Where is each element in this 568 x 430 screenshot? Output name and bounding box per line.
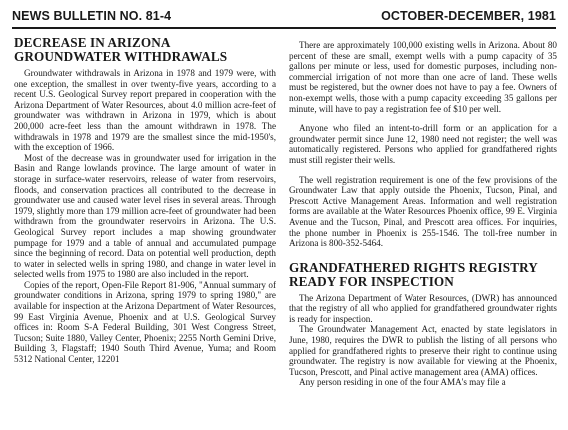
article-paragraph: Any person residing in one of the four AMA's may file a [299,377,506,388]
article-paragraph: Anyone who filed an intent-to-drill form or an application for a groundwater permit since June 12, 1980 need not register; the well was automatically registered. Persons who applied for grandfathered rights must still register their wells. [289,123,557,165]
bulletin-header [12,6,556,26]
left-column [14,36,276,426]
article-title-groundwater-withdrawals: DECREASE IN ARIZONA GROUNDWATER WITHDRAWALS [14,36,228,64]
article-title-grandfathered-rights: GRANDFATHERED RIGHTS REGISTRY READY FOR INSPECTION [289,259,538,289]
bulletin-number: NEWS BULLETIN NO. 81-4 [12,9,172,23]
article-paragraph: The well registration requirement is one of the few provisions of the Groundwater Law that apply outside the Phoenix, Tucson, Pinal, and Prescott Active Management Areas. Information and well registration forms are available at the Water Resources Phoenix office, 99 E. Virginia Avenue and the Tucson, Pinal, and Prescott area offices. For inquiries, the phone number in Phoenix is 255-1546. The toll-free number in Arizona is 800-352-5464. [289,174,557,249]
header-rule [12,27,556,29]
article-paragraph: The Arizona Department of Water Resources, (DWR) has announced that the registry of all who applied for grandfathered groundwater rights is ready for inspection. [289,292,557,324]
article-paragraph: Copies of the report, Open-File Report 81-906, "Annual summary of groundwater conditions in Arizona, spring 1979 to spring 1980," are available for inspection at the Arizona Department of Water Resources, 99 East Virginia Avenue, Phoenix and at U.S. Geological Survey offices in: Room S-A Federal Building, 301 West Congress Street, Tucson; Suite 1880, Valley Center, Phoenix; 2255 North Gemini Drive, Building 3, Flagstaff; 1940 South Third Avenue, Yuma; and Room 5312 National Center, 12201 [14,279,276,365]
article-paragraph: Groundwater withdrawals in Arizona in 1978 and 1979 were, with one exception, the smallest in over twenty-five years, according to a recent U.S. Geological Survey report prepared in cooperation with the Arizona Department of Water Resources, about 4.0 million acre-feet of groundwater was withdrawn in Arizona in 1979, which is about 200,000 acre-feet less than the amount withdrawn in 1978. The withdrawals in 1978 and 1979 are the smallest since the mid-1950's, with the exception of 1966. [14,68,276,153]
article-paragraph: The Groundwater Management Act, enacted by state legislators in June, 1980, requires the DWR to publish the listing of all persons who applied for grandfathered rights to preserve their right to continue using groundwater. The registry is now available for viewing at the Phoenix, Tucson, Prescott, and Pinal active management area (AMA) offices. [289,324,557,377]
article-paragraph: Most of the decrease was in groundwater used for irrigation in the Basin and Range lowlands province. The large amount of water in storage in surface-water reservoirs, release of water from reservoirs, floods, and conservation practices all contributed to the decrease in groundwater use and caused water level rises in several areas. Through 1979, slightly more than 179 million acre-feet of groundwater had been withdrawn from the groundwater reservoirs in Arizona. The U.S. Geological Survey report includes a map showing groundwater pumpage for 1979 and a table of annual and accumulated pumpage since the beginning of record. Data on potential well production, depth to water in selected wells in spring 1980, and change in water level in selected wells from 1975 to 1980 are also included in the report. [14,152,276,280]
bulletin-period: OCTOBER-DECEMBER, 1981 [381,9,556,23]
right-column [289,40,557,430]
article-paragraph: There are approximately 100,000 existing wells in Arizona. About 80 percent of these are small, exempt wells with a pump capacity of 35 gallons per minute or less, used for domestic purposes, including non-commercial irrigation of not more than one acre of land. These wells must be registered, but the owner does not have to pay a fee. Owners of non-exempt wells, those with a pump capacity exceeding 35 gallons per minute, will have to pay a registration fee of $10 per well. [289,40,557,114]
